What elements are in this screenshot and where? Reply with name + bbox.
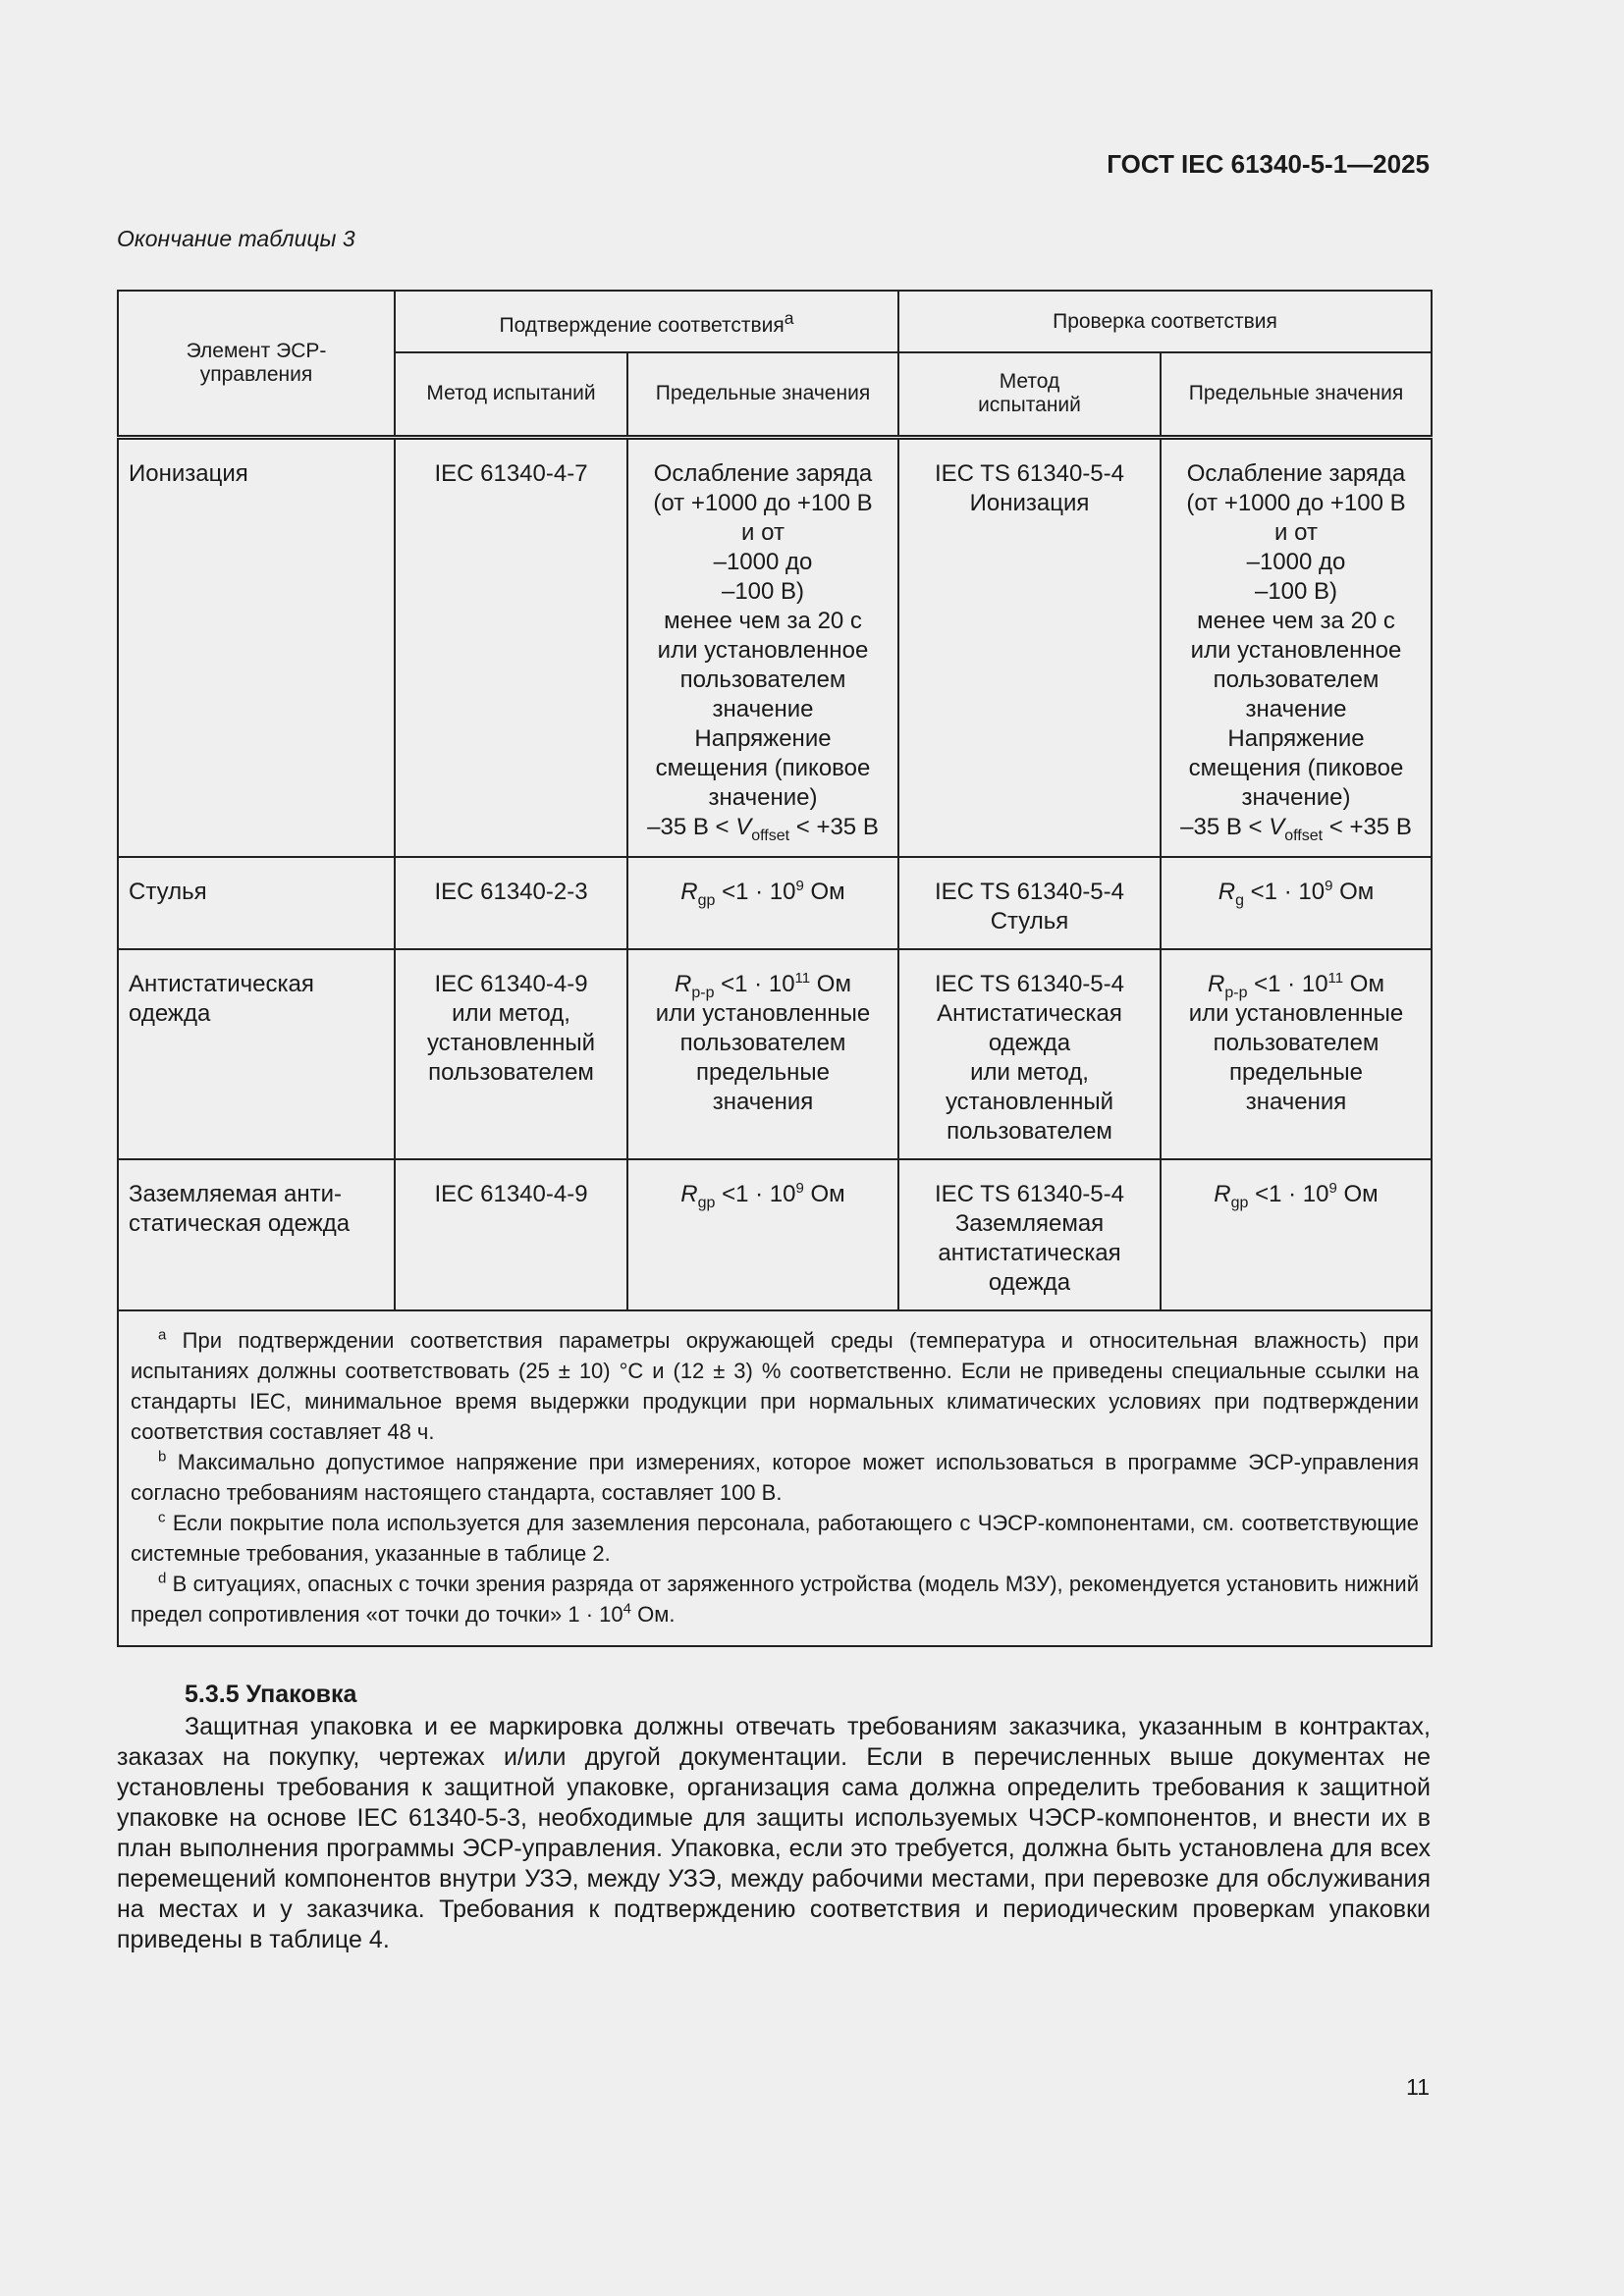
cell-line: одежда (988, 1030, 1071, 1056)
cell-line: смещения (пиковое (655, 754, 871, 781)
cell-line: Ионизация (969, 489, 1090, 516)
cell-line: IEC TS 61340-5-4 (935, 459, 1124, 487)
table-row (118, 857, 1432, 949)
cell-method (395, 1159, 627, 1310)
cell-check-limits (1161, 437, 1432, 857)
cell-limits (627, 857, 898, 949)
cell-line: или метод, (452, 1000, 570, 1027)
cell-line: IEC 61340-2-3 (434, 879, 588, 905)
cell-line: –100 В) (1254, 577, 1338, 605)
table-row (118, 1159, 1432, 1310)
cell-line: пользователем (1213, 1030, 1380, 1056)
footnote-mark: c (158, 1509, 166, 1526)
cell-line: IEC 61340-4-7 (434, 459, 588, 487)
cell-line: менее чем за 20 с (664, 607, 862, 634)
formula: $R_g <1 \cdot 10^9$ Ом (1218, 878, 1375, 909)
header-check: Проверка соответствия (898, 291, 1432, 352)
formula: –35 $В < V_{offset} < +35$ В (1180, 813, 1412, 844)
cell-check-method (898, 949, 1161, 1159)
formula: –35 $В < V_{offset} < +35$ В (647, 813, 879, 844)
cell-line: IEC 61340-4-9 (434, 1181, 588, 1207)
cell-line: (от +1000 до +100 В (1186, 489, 1406, 516)
cell-line: IEC TS 61340-5-4 (935, 971, 1124, 997)
cell-line: Ионизация (129, 459, 248, 487)
cell-line: Антистатическая (937, 1000, 1122, 1027)
cell-line: значения (712, 1089, 814, 1115)
cell-line: Заземляемая (954, 1210, 1105, 1237)
cell-line: (от +1000 до +100 В (653, 489, 873, 516)
cell-check-method (898, 857, 1161, 949)
cell-method (395, 949, 627, 1159)
footnote-mark: b (158, 1448, 167, 1466)
cell-check-method (898, 1159, 1161, 1310)
cell-line: антистатическая (938, 1240, 1121, 1266)
header-limits-check: Предельные значения (1161, 352, 1432, 437)
cell-method (395, 857, 627, 949)
cell-line: IEC TS 61340-5-4 (935, 1181, 1124, 1207)
cell-line: и от (741, 518, 785, 546)
cell-line: Ослабление заряда (653, 459, 873, 487)
header-method-check: Метод испытаний (898, 352, 1161, 437)
cell-line: IEC TS 61340-5-4 (935, 879, 1124, 905)
cell-line: пользователем (679, 1030, 846, 1056)
cell-line: или установленные (655, 1000, 871, 1027)
cell-line: значение (1245, 695, 1347, 722)
header-limits: Предельные значения (627, 352, 898, 437)
cell-line: значение) (708, 783, 818, 811)
cell-line: пользователем (1213, 666, 1380, 693)
cell-limits (627, 437, 898, 857)
cell-line: или установленные (1188, 1000, 1404, 1027)
cell-check-limits (1161, 1159, 1432, 1310)
cell-line: пользователем (679, 666, 846, 693)
cell-line: значения (1245, 1089, 1347, 1115)
header-method: Метод испытаний (395, 352, 627, 437)
footnote-mark: d (158, 1570, 167, 1587)
footnotes-row (118, 1310, 1432, 1646)
cell-line: одежда (129, 1000, 211, 1027)
table-row (118, 949, 1432, 1159)
section-title: 5.3.5 Упаковка (185, 1681, 357, 1708)
cell-element (118, 1159, 395, 1310)
cell-limits (627, 1159, 898, 1310)
header-confirmation: Подтверждение соответствия$^a$ (395, 291, 898, 352)
cell-line: пользователем (428, 1059, 594, 1086)
footnote: $^d$ В ситуациях, опасных с точки зрения разряда от заряженного устройства (модель МЗУ), рекомендуется установить нижний предел сопротивления «от точки до точки» $1 \cdot 10^4$ Ом. (131, 1570, 1419, 1627)
cell-line: установленный (426, 1030, 596, 1056)
cell-line: пользователем (947, 1118, 1112, 1145)
cell-check-method (898, 437, 1161, 857)
document-id: ГОСТ IEC 61340-5-1—2025 (1107, 149, 1430, 179)
cell-line: –1000 до (1246, 548, 1346, 575)
cell-limits (627, 949, 898, 1159)
cell-check-limits (1161, 857, 1432, 949)
compliance-table (117, 290, 1433, 1647)
cell-method (395, 437, 627, 857)
cell-line: Стулья (990, 908, 1069, 934)
cell-line: статическая одежда (129, 1210, 351, 1237)
cell-line: Антистатическая (129, 971, 314, 997)
footnote: $^b$ Максимально допустимое напряжение при измерениях, которое может использоваться в программе ЭСР-управления согласно требованиям настоящего стандарта, составляет 100 В. (131, 1448, 1419, 1505)
cell-line: установленный (945, 1089, 1114, 1115)
cell-line: менее чем за 20 с (1197, 607, 1395, 634)
cell-line: Заземляемая анти- (129, 1181, 343, 1207)
cell-line: Стулья (129, 879, 207, 905)
cell-line: IEC 61340-4-9 (434, 971, 588, 997)
section-body: Защитная упаковка и ее маркировка должны отвечать требованиям заказчика, указанным в контрактах, заказах на покупку, чертежах и/или другой документации. Если в перечисленных выше документах не установлены требования к защитной упаковке, организация сама должна определить требования к защитной упаковке на основе IEC 61340-5-3, необходимые для защиты используемых ЧЭСР-компонентов, и внести их в план выполнения программы ЭСР-управления. Упаковка, если это требуется, должна быть установлена для всех перемещений компонентов внутри УЗЭ, между УЗЭ, между рабочими местами, при перевозке для обслуживания на местах и у заказчика. Требования к подтверждению соответствия и периодическим проверкам упаковки приведены в таблице 4. (117, 1713, 1431, 1953)
cell-line: –1000 до (713, 548, 813, 575)
cell-element (118, 857, 395, 949)
cell-check-limits (1161, 949, 1432, 1159)
cell-line: значение) (1241, 783, 1351, 811)
footnotes (118, 1310, 1432, 1646)
cell-element (118, 437, 395, 857)
page-number: 11 (1406, 2074, 1430, 2100)
cell-line: смещения (пиковое (1188, 754, 1404, 781)
cell-line: Напряжение (694, 724, 832, 752)
cell-line: одежда (988, 1269, 1071, 1296)
cell-line: или установленное (657, 636, 869, 664)
footnote-mark: a (158, 1326, 167, 1344)
table-row (118, 437, 1432, 857)
formula: $R_{p-p} <1 \cdot 10^{11}$ Ом (1208, 970, 1384, 1001)
cell-line: или установленное (1190, 636, 1402, 664)
cell-line: Ослабление заряда (1186, 459, 1406, 487)
cell-line: –100 В) (721, 577, 805, 605)
cell-element (118, 949, 395, 1159)
formula: $R_{gp} <1 \cdot 10^9$ Ом (1214, 1180, 1379, 1211)
cell-line: или метод, (970, 1059, 1089, 1086)
footnote: $^c$ Если покрытие пола используется для заземления персонала, работающего с ЧЭСР-компонентами, см. соответствующие системные требования, указанные в таблице 2. (131, 1509, 1419, 1566)
table-continuation-caption: Окончание таблицы 3 (117, 226, 355, 251)
formula: $R_{p-p} <1 \cdot 10^{11}$ Ом (675, 970, 851, 1001)
formula: $R_{gp} <1 \cdot 10^9$ Ом (680, 878, 845, 909)
header-element: Элемент ЭСР- управления (118, 291, 395, 437)
footnote: $^a$ При подтверждении соответствия параметры окружающей среды (температура и относительная влажность) при испытаниях должны соответствовать (25 ± 10) °С и (12 ± 3) % соответственно. Если не приведены специальные ссылки на стандарты IEC, минимальное время выдержки продукции при нормальных климатических условиях при подтверждении соответствия составляет 48 ч. (131, 1326, 1419, 1444)
cell-line: значение (712, 695, 814, 722)
cell-line: Напряжение (1227, 724, 1365, 752)
cell-line: предельные (1228, 1059, 1364, 1086)
cell-line: и от (1274, 518, 1318, 546)
cell-line: предельные (695, 1059, 831, 1086)
formula: $R_{gp} <1 \cdot 10^9$ Ом (680, 1180, 845, 1211)
